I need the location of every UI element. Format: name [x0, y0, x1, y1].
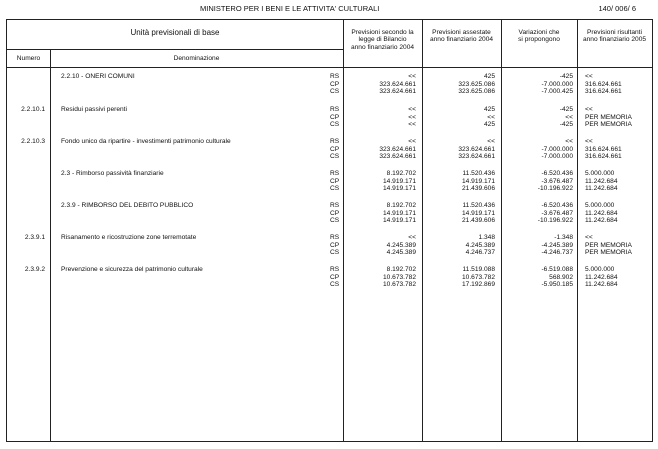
row-denominazione: 2.2.10 - ONERI COMUNI [61, 73, 135, 80]
cell-c2: 11.520.436 [462, 202, 495, 209]
cell-c2: << [487, 113, 495, 121]
col3-header: Variazioni che si propongono [518, 29, 560, 44]
row-denominazione: Residui passivi perenti [61, 106, 127, 113]
row-numero: 2.3.9.1 [24, 234, 45, 241]
row-code: CP [330, 145, 340, 153]
numero-header: Numero [16, 55, 41, 62]
cell-c4: 316.624.661 [585, 145, 622, 153]
cell-c2: 323.625.086 [458, 80, 495, 88]
divider [577, 20, 578, 441]
cell-c3: 568.902 [549, 273, 573, 281]
cell-c1: 323.624.661 [379, 88, 416, 96]
cell-c1: 8.192.702 [386, 170, 416, 177]
divider [343, 20, 344, 441]
cell-c4: PER MEMORIA [585, 241, 632, 249]
cell-c4: 316.624.661 [585, 153, 622, 161]
row-code: RS [330, 106, 340, 113]
page-number: 140/ 006/ 6 [598, 4, 636, 13]
row-numero: 2.3.9.2 [24, 266, 45, 273]
row-code: RS [330, 73, 340, 80]
unita-header: Unità previsionali di base [130, 28, 220, 37]
cell-c3: -6.520.436 [541, 170, 573, 177]
cell-c3: -1.348 [554, 234, 573, 241]
row-code: CP [330, 241, 340, 249]
row-code: RS [330, 170, 340, 177]
row-numero: 2.2.10.3 [21, 138, 45, 145]
col2-header: Previsioni assestate anno finanziario 2004 [429, 29, 494, 44]
cell-c3: -10.196.922 [537, 185, 573, 193]
row-code: CS [330, 281, 340, 289]
divider [422, 20, 423, 441]
cell-c1: << [408, 138, 416, 145]
cell-c4: << [585, 138, 593, 145]
cell-c3: -10.196.922 [537, 217, 573, 225]
divider [501, 20, 502, 441]
cell-c2: 323.624.661 [458, 145, 495, 153]
cell-c1: << [408, 106, 416, 113]
cell-c3: -3.676.487 [541, 177, 573, 185]
cell-c1: 14.919.171 [382, 185, 416, 193]
cell-c3: -3.676.487 [541, 209, 573, 217]
cell-c2: 1.348 [478, 234, 495, 241]
cell-c2: 14.919.171 [461, 209, 495, 217]
cell-c2: 4.246.737 [465, 249, 495, 257]
row-code: CP [330, 80, 340, 88]
ministry-header: MINISTERO PER I BENI E LE ATTIVITA' CULTURALI [200, 4, 380, 13]
cell-c4: << [585, 234, 593, 241]
cell-c3: -7.000.425 [541, 88, 573, 96]
cell-c4: 11.242.684 [585, 209, 618, 217]
cell-c4: 11.242.684 [585, 177, 618, 185]
row-code: CS [330, 153, 340, 161]
cell-c2: 425 [483, 106, 495, 113]
cell-c2: 21.439.606 [461, 185, 495, 193]
cell-c3: << [565, 138, 573, 145]
cell-c2: 323.625.086 [458, 88, 495, 96]
cell-c3: -7.000.000 [541, 153, 573, 161]
cell-c4: 11.242.684 [585, 273, 618, 281]
cell-c2: 10.673.782 [461, 273, 495, 281]
cell-c4: << [585, 106, 593, 113]
cell-c3: -425 [559, 73, 573, 80]
row-code: CP [330, 113, 340, 121]
row-code: CS [330, 249, 340, 257]
cell-c3: -5.950.185 [541, 281, 573, 289]
cell-c2: 11.519.088 [462, 266, 495, 273]
cell-c3: -425 [559, 121, 573, 129]
divider [50, 49, 51, 441]
row-code: CP [330, 177, 340, 185]
col4-header: Previsioni risultanti anno finanziario 2005 [582, 29, 647, 44]
col1-header: Previsioni secondo la legge di Bilancio anno finanziario 2004 [350, 29, 415, 51]
cell-c1: 14.919.171 [382, 209, 416, 217]
row-code: RS [330, 202, 340, 209]
row-code: CS [330, 217, 340, 225]
cell-c1: << [408, 73, 416, 80]
cell-c4: << [585, 73, 593, 80]
cell-c4: PER MEMORIA [585, 121, 632, 129]
cell-c1: << [408, 121, 416, 129]
row-denominazione: Prevenzione e sicurezza del patrimonio culturale [61, 266, 203, 273]
cell-c4: 316.624.661 [585, 80, 622, 88]
cell-c4: PER MEMORIA [585, 113, 632, 121]
row-code: CP [330, 209, 340, 217]
cell-c2: 14.919.171 [461, 177, 495, 185]
cell-c1: 323.624.661 [379, 153, 416, 161]
cell-c1: 14.919.171 [382, 217, 416, 225]
cell-c3: -7.000.000 [541, 145, 573, 153]
row-code: RS [330, 266, 340, 273]
cell-c3: -7.000.000 [541, 80, 573, 88]
cell-c3: -6.519.088 [541, 266, 573, 273]
denominazione-header: Denominazione [173, 55, 220, 62]
cell-c2: 17.192.869 [461, 281, 495, 289]
cell-c4: 11.242.684 [585, 185, 618, 193]
cell-c4: 11.242.684 [585, 217, 618, 225]
cell-c4: 5.000.000 [585, 202, 615, 209]
cell-c1: << [408, 234, 416, 241]
row-denominazione: Risanamento e ricostruzione zone terremotate [61, 234, 197, 241]
row-code: RS [330, 138, 340, 145]
cell-c1: 323.624.661 [379, 145, 416, 153]
row-code: CS [330, 121, 340, 129]
cell-c4: 11.242.684 [585, 281, 618, 289]
budget-table [6, 19, 653, 442]
cell-c4: 316.624.661 [585, 88, 622, 96]
divider [7, 67, 652, 68]
cell-c1: 10.673.782 [382, 281, 416, 289]
cell-c1: 323.624.661 [379, 80, 416, 88]
cell-c1: 8.192.702 [386, 266, 416, 273]
divider [7, 49, 343, 50]
cell-c2: 4.245.389 [465, 241, 495, 249]
cell-c1: << [408, 113, 416, 121]
row-code: RS [330, 234, 340, 241]
cell-c2: 425 [483, 73, 495, 80]
cell-c2: 323.624.661 [458, 153, 495, 161]
cell-c2: 21.439.606 [461, 217, 495, 225]
cell-c3: -6.520.436 [541, 202, 573, 209]
cell-c3: -4.246.737 [541, 249, 573, 257]
cell-c3: << [565, 113, 573, 121]
row-code: CS [330, 88, 340, 96]
row-numero: 2.2.10.1 [21, 106, 45, 113]
row-denominazione: 2.3 - Rimborso passività finanziarie [61, 170, 164, 177]
cell-c2: << [487, 138, 495, 145]
cell-c4: 5.000.000 [585, 266, 615, 273]
row-code: CP [330, 273, 340, 281]
cell-c4: PER MEMORIA [585, 249, 632, 257]
row-denominazione: 2.3.9 - RIMBORSO DEL DEBITO PUBBLICO [61, 202, 194, 209]
cell-c3: -425 [559, 106, 573, 113]
cell-c1: 10.673.782 [382, 273, 416, 281]
cell-c1: 4.245.389 [386, 241, 416, 249]
cell-c3: -4.245.389 [541, 241, 573, 249]
cell-c1: 4.245.389 [386, 249, 416, 257]
cell-c4: 5.000.000 [585, 170, 615, 177]
row-denominazione: Fondo unico da ripartire - investimenti patrimonio culturale [61, 138, 231, 145]
cell-c2: 425 [483, 121, 495, 129]
row-code: CS [330, 185, 340, 193]
cell-c2: 11.520.436 [462, 170, 495, 177]
cell-c1: 8.192.702 [386, 202, 416, 209]
cell-c1: 14.919.171 [382, 177, 416, 185]
